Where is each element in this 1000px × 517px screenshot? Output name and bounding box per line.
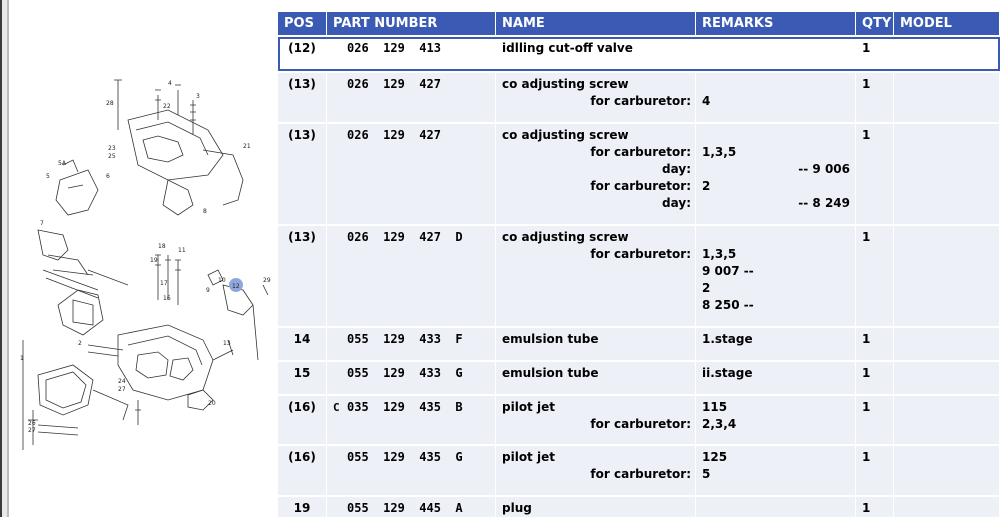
diagram-label-27: 27: [118, 386, 126, 393]
table-row[interactable]: [278, 328, 1000, 360]
row-pos: 15: [293, 366, 311, 380]
row-remark: -- 9 006: [798, 162, 850, 176]
row-name: plug: [502, 501, 532, 515]
row-pos: (13): [288, 128, 316, 142]
row-part-number: 026 129 427: [347, 77, 441, 91]
header-remarks: REMARKS: [696, 12, 856, 35]
row-name-sub: for carburetor:: [590, 467, 691, 481]
diagram-label-10: 10: [218, 277, 226, 284]
row-qty: 1: [862, 366, 871, 380]
diagram-label-29: 29: [263, 277, 271, 284]
row-part-number: 055 129 433 G: [347, 366, 463, 380]
row-part-number: 055 129 433 F: [347, 332, 463, 346]
diagram-label-12: 12: [232, 283, 240, 290]
row-pos: (13): [288, 230, 316, 244]
row-name: co adjusting screw: [502, 128, 629, 142]
row-part-prefix: C: [333, 401, 340, 414]
row-name: co adjusting screw: [502, 77, 629, 91]
row-name: pilot jet: [502, 400, 555, 414]
table-header: [278, 12, 1000, 35]
row-remark: 4: [702, 94, 711, 108]
row-part-number: 026 129 413: [347, 41, 441, 55]
row-qty: 1: [862, 230, 871, 244]
row-part-number: 026 129 427 D: [347, 230, 463, 244]
row-name: pilot jet: [502, 450, 555, 464]
table-row[interactable]: [278, 37, 1000, 71]
diagram-label-16: 16: [163, 295, 171, 302]
diagram-label-8: 8: [203, 208, 207, 215]
row-part-number: 026 129 427: [347, 128, 441, 142]
row-remark: 2,3,4: [702, 417, 737, 431]
row-qty: 1: [862, 77, 871, 91]
row-part-number: 055 129 445 A: [347, 501, 463, 515]
row-qty: 1: [862, 400, 871, 414]
row-qty: 1: [862, 128, 871, 142]
row-pos: (16): [288, 450, 316, 464]
row-pos: (13): [288, 77, 316, 91]
diagram-label-3: 3: [196, 93, 200, 100]
diagram-label-13: 13: [223, 340, 231, 347]
diagram-label-22: 22: [163, 103, 171, 110]
table-row[interactable]: [278, 497, 1000, 517]
row-qty: 1: [862, 332, 871, 346]
row-remark: 5: [702, 467, 711, 481]
row-qty: 1: [862, 41, 871, 55]
diagram-label-7: 7: [40, 220, 44, 227]
diagram-label-25: 25: [108, 153, 116, 160]
row-name: emulsion tube: [502, 366, 599, 380]
row-pos: 14: [293, 332, 311, 346]
row-remark: 2: [702, 179, 711, 193]
diagram-label-9: 9: [206, 287, 210, 294]
table-row[interactable]: [278, 396, 1000, 444]
table-row[interactable]: [278, 124, 1000, 224]
row-remark: ii.stage: [702, 366, 753, 380]
row-name-sub: day:: [662, 196, 691, 210]
row-part-number: 055 129 435 G: [347, 450, 463, 464]
row-remark: 125: [702, 450, 728, 464]
parts-table: [278, 12, 1000, 517]
row-qty: 1: [862, 450, 871, 464]
row-name-sub: day:: [662, 162, 691, 176]
table-row[interactable]: [278, 226, 1000, 326]
row-remark: 2: [702, 281, 711, 295]
diagram-label-4: 4: [168, 80, 172, 87]
row-pos: (16): [288, 400, 316, 414]
window-border: [0, 0, 9, 517]
header-name: NAME: [496, 12, 696, 35]
row-name: emulsion tube: [502, 332, 599, 346]
row-name-sub: for carburetor:: [590, 179, 691, 193]
diagram-label-20: 20: [208, 400, 216, 407]
row-remark: 9 007 --: [702, 264, 754, 278]
row-remark: 115: [702, 400, 728, 414]
row-name-sub: for carburetor:: [590, 94, 691, 108]
header-pos: POS: [278, 12, 327, 35]
header-model: MODEL: [894, 12, 1000, 35]
diagram-label-18: 18: [158, 243, 166, 250]
row-name-sub: for carburetor:: [590, 417, 691, 431]
row-remark: -- 8 249: [798, 196, 850, 210]
row-name: idlling cut-off valve: [502, 41, 633, 55]
diagram-label-11: 11: [178, 247, 186, 254]
row-remark: 1,3,5: [702, 145, 737, 159]
table-row[interactable]: [278, 73, 1000, 122]
diagram-label-5A: 5A: [58, 160, 66, 167]
diagram-label-26: 26: [28, 420, 36, 427]
table-row[interactable]: [278, 362, 1000, 394]
table-row[interactable]: [278, 446, 1000, 495]
header-part-number: PART NUMBER: [327, 12, 496, 35]
row-qty: 1: [862, 501, 871, 515]
row-name-sub: for carburetor:: [590, 145, 691, 159]
carburetor-exploded-diagram: [18, 60, 278, 450]
diagram-label-24: 24: [118, 378, 126, 385]
diagram-label-2: 2: [78, 340, 82, 347]
diagram-label-28: 28: [106, 100, 114, 107]
row-name: co adjusting screw: [502, 230, 629, 244]
diagram-label-17: 17: [160, 280, 168, 287]
header-qty: QTY: [856, 12, 894, 35]
row-name-sub: for carburetor:: [590, 247, 691, 261]
diagram-label-27b: 27: [28, 427, 36, 434]
row-pos: (12): [288, 41, 316, 55]
diagram-label-21: 21: [243, 143, 251, 150]
diagram-label-1: 1: [20, 355, 24, 362]
diagram-label-19: 19: [150, 257, 158, 264]
diagram-label-5: 5: [46, 173, 50, 180]
row-pos: 19: [293, 501, 311, 515]
row-remark: 8 250 --: [702, 298, 754, 312]
diagram-label-6: 6: [106, 173, 110, 180]
row-part-number: 035 129 435 B: [347, 400, 463, 414]
diagram-label-23: 23: [108, 145, 116, 152]
row-remark: 1,3,5: [702, 247, 737, 261]
row-remark: 1.stage: [702, 332, 753, 346]
